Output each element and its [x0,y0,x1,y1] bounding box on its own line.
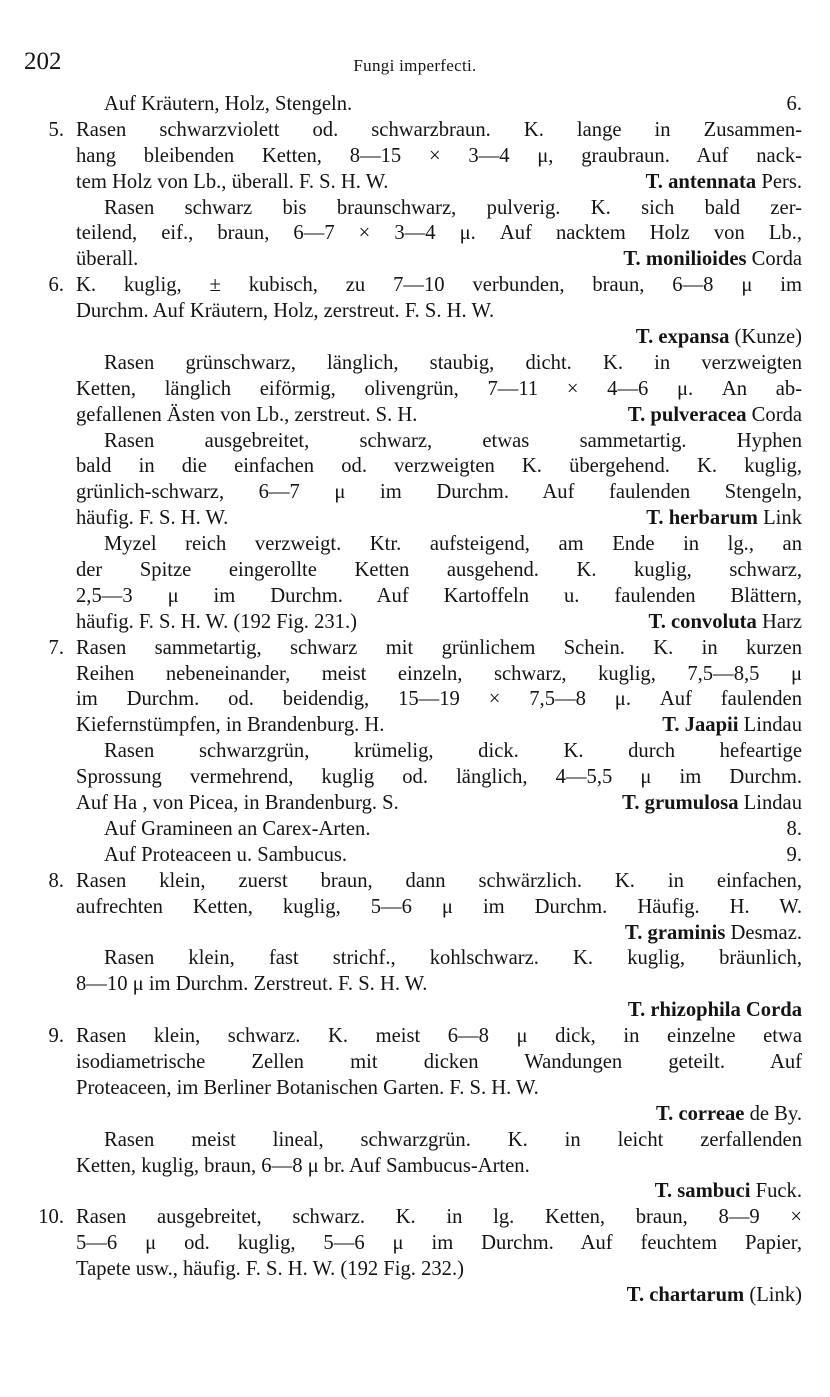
text-line [0,351,830,377]
entry-number: 9. [48,1025,64,1048]
species-author: (Kunze) [734,326,802,349]
text-line [0,144,830,170]
text-line [0,1050,830,1076]
line-text: Auf Kräutern, Holz, Stengeln. [104,93,353,115]
line-text: aufrechten Ketten, kuglig, 5—6 μ im Durchm. Häufig. H. W. [76,895,802,918]
line-text: Rasen klein, schwarz. K. meist 6—8 μ dick, in einzelne etwa [76,1025,802,1048]
species-name [625,921,802,947]
species-name [649,610,803,636]
species-author: de By. [749,1102,802,1125]
text-line [0,506,830,532]
species-binomial: T. convoluta [648,610,757,633]
line-text: tem Holz von Lb., überall. F. S. H. W. [76,170,389,193]
text-line [0,247,830,273]
line-text: Rasen meist lineal, schwarzgrün. K. in leicht zerfallenden [104,1128,802,1151]
line-text: Rasen klein, fast strichf., kohlschwarz. K. kuglig, bräunlich, [104,947,802,970]
line-text: Kiefernstümpfen, in Brandenburg. H. [76,714,385,737]
species-name [646,506,802,532]
running-title: Fungi imperfecti. [353,56,477,75]
line-text: Auf Gramineen an Carex-Arten. [104,817,371,840]
line-text: Sprossung vermehrend, kuglig od. länglich, 4—5,5 μ im Durchm. [76,766,802,789]
line-text: häufig. F. S. H. W. [76,507,229,530]
species-name [628,403,802,429]
page-body [0,92,830,1309]
species-name [662,713,802,739]
line-text: überall. [76,248,139,271]
line-text: Rasen grünschwarz, länglich, staubig, dicht. K. in verzweigten [104,351,802,374]
line-text: 2,5—3 μ im Durchm. Auf Kartoffeln u. faulenden Blättern, [76,584,802,607]
text-line [0,739,830,765]
species-author: Pers. [761,170,802,193]
species-name [655,1179,802,1205]
species-name [656,1102,802,1128]
page-header [0,48,830,78]
text-line [0,1257,830,1283]
text-line [0,921,830,947]
text-line [0,1179,830,1205]
text-line [0,92,830,118]
text-line [0,299,830,325]
species-name [646,170,802,196]
species-binomial: T. graminis [625,921,726,944]
species-name [628,998,802,1024]
line-text: 5—6 μ od. kuglig, 5—6 μ im Durchm. Auf feuchtem Papier, [76,1232,802,1255]
text-line [0,1231,830,1257]
key-reference: 8. [786,817,802,840]
line-text: Reihen nebeneinander, meist einzeln, schwarz, kuglig, 7,5—8,5 μ [76,662,802,685]
text-line [0,273,830,299]
species-author: Lindau [743,714,802,737]
species-binomial: T. antennata [645,170,757,193]
line-text: im Durchm. od. beidendig, 15—19 × 7,5—8 μ. Auf faulenden [76,688,802,711]
species-name [623,247,802,273]
line-text: Auf Proteaceen u. Sambucus. [104,843,348,866]
species-author: (Link) [749,1283,802,1306]
line-text: Myzel reich verzweigt. Ktr. aufsteigend, am Ende in lg., an [104,533,802,556]
text-line [0,1128,830,1154]
species-binomial: T. monilioides [623,248,747,271]
text-line [0,636,830,662]
text-line [0,429,830,455]
line-text: 8—10 μ im Durchm. Zerstreut. F. S. H. W. [76,973,428,996]
species-binomial: T. chartarum [626,1283,745,1306]
line-text: Ketten, kuglig, braun, 6—8 μ br. Auf Sambucus-Arten. [76,1154,530,1177]
line-text: Durchm. Auf Kräutern, Holz, zerstreut. F. S. H. W. [76,300,495,323]
line-text: Rasen schwarz bis braunschwarz, pulverig. K. sich bald zer- [104,196,802,219]
species-name [627,1283,802,1309]
text-line [0,325,830,351]
line-text: isodiametrische Zellen mit dicken Wandungen geteilt. Auf [76,1050,802,1073]
species-binomial: T. expansa [635,326,730,349]
species-author: Desmaz. [730,921,802,944]
species-binomial: T. herbarum [646,507,758,530]
species-author: Fuck. [755,1180,802,1203]
species-binomial: T. correae [655,1102,745,1125]
line-text: teilend, eif., braun, 6—7 × 3—4 μ. Auf nacktem Holz von Lb., [76,222,802,245]
text-line [0,998,830,1024]
text-line [0,1283,830,1309]
line-text: Tapete usw., häufig. F. S. H. W. (192 Fig. 232.) [76,1258,464,1281]
text-line [0,946,830,972]
text-line [0,791,830,817]
text-line [0,480,830,506]
entry-number: 6. [48,274,64,297]
line-text: K. kuglig, ± kubisch, zu 7—10 verbunden, braun, 6—8 μ im [76,274,802,297]
text-line [0,1102,830,1128]
line-text: hang bleibenden Ketten, 8—15 × 3—4 μ, graubraun. Auf nack- [76,144,802,167]
line-text: der Spitze eingerollte Ketten ausgehend. K. kuglig, schwarz, [76,559,802,582]
line-text: Rasen ausgebreitet, schwarz, etwas sammetartig. Hyphen [104,429,802,452]
key-reference: 9. [786,843,802,866]
entry-number: 5. [48,118,64,141]
text-line [0,713,830,739]
text-line [0,584,830,610]
text-line [0,662,830,688]
entry-number: 7. [48,636,64,659]
text-line [0,532,830,558]
text-line [0,377,830,403]
text-line [0,972,830,998]
line-text: häufig. F. S. H. W. (192 Fig. 231.) [76,610,357,633]
page-number: 202 [24,48,62,75]
species-name [622,791,802,817]
species-author: Corda [751,403,802,426]
species-binomial: T. Jaapii [662,714,739,737]
line-text: Rasen klein, zuerst braun, dann schwärzlich. K. in einfachen, [76,869,802,892]
species-author: Link [763,507,802,530]
text-line [0,687,830,713]
text-line [0,454,830,480]
text-line [0,895,830,921]
line-text: Rasen schwarzgrün, krümelig, dick. K. durch hefeartige [104,740,802,763]
entry-number: 10. [38,1206,64,1229]
line-text: Rasen schwarzviolett od. schwarzbraun. K. lange in Zusammen- [76,118,802,141]
line-text: Proteaceen, im Berliner Botanischen Garten. F. S. H. W. [76,1076,539,1099]
species-author: Harz [761,610,802,633]
text-line [0,765,830,791]
species-binomial: T. sambuci [654,1180,751,1203]
line-text: grünlich-schwarz, 6—7 μ im Durchm. Auf faulenden Stengeln, [76,481,802,504]
line-text: Ketten, länglich eiförmig, olivengrün, 7—11 × 4—6 μ. An ab- [76,377,802,400]
text-line [0,221,830,247]
text-line [0,170,830,196]
text-line [0,1205,830,1231]
line-text: Rasen sammetartig, schwarz mit grünlichem Schein. K. in kurzen [76,636,802,659]
species-author: Lindau [743,792,802,815]
text-line [0,1024,830,1050]
text-line [0,610,830,636]
species-binomial: T. grumulosa [622,792,739,815]
text-line [0,869,830,895]
line-text: gefallenen Ästen von Lb., zerstreut. S. H. [76,403,418,426]
species-binomial: T. rhizophila Corda [627,999,802,1022]
line-text: Rasen ausgebreitet, schwarz. K. in lg. Ketten, braun, 8—9 × [76,1206,802,1229]
text-line [0,817,830,843]
entry-number: 8. [48,869,64,892]
text-line [0,196,830,222]
key-reference: 6. [786,93,802,115]
species-binomial: T. pulveracea [627,403,747,426]
text-line [0,1076,830,1102]
text-line [0,403,830,429]
line-text: bald in die einfachen od. verzweigten K. übergehend. K. kuglig, [76,455,802,478]
text-line [0,118,830,144]
line-text: Auf Ha , von Picea, in Brandenburg. S. [76,792,399,815]
text-line [0,558,830,584]
species-author: Corda [751,248,802,271]
text-line [0,843,830,869]
text-line [0,1154,830,1180]
species-name [636,325,802,351]
